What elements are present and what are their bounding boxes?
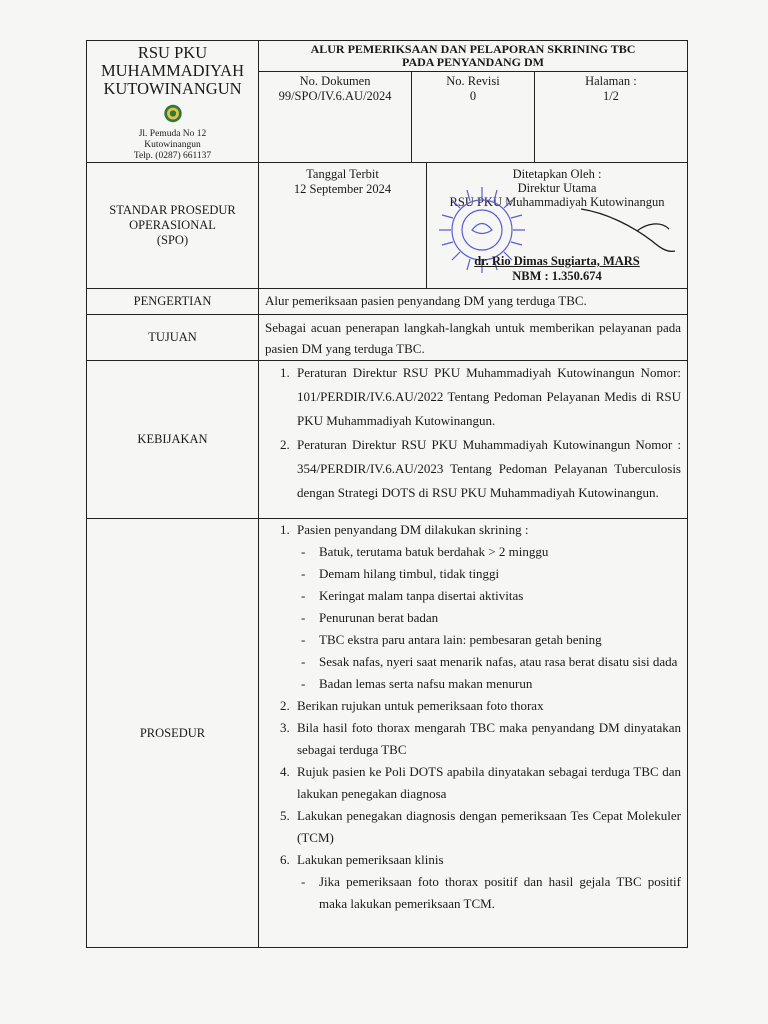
signature-block: [259, 163, 687, 288]
document-meta: [259, 72, 687, 162]
signature-icon: [577, 201, 687, 261]
kebijakan-content: [259, 361, 687, 518]
document-title-line1: ALUR PEMERIKSAAN DAN PELAPORAN SKRINING TBC: [310, 42, 636, 56]
symptom-item: - Keringat malam tanpa disertai aktivitas: [297, 585, 681, 607]
document-number-label: No. Dokumen: [299, 74, 371, 88]
revision-cell: [411, 72, 534, 162]
approver-institution: RSU PKU Muhammadiyah Kutowinangun: [449, 195, 665, 209]
symptom-item: - Sesak nafas, nyeri saat menarik nafas, atau rasa berat disatu sisi dada: [297, 651, 681, 673]
issue-date-label: Tanggal Terbit: [306, 167, 379, 181]
hospital-address-street: Jl. Pemuda No 12: [138, 129, 207, 139]
prosedur-row: [87, 519, 687, 947]
hospital-identity: [87, 41, 259, 162]
kebijakan-item: 2. Peraturan Direktur RSU PKU Muhammadiyah Kutowinangun Nomor : 354/PERDIR/IV.6.AU/2023 Tentang Pedoman Pelayanan Tuberculosis dengan Strategi DOTS di RSU PKU Muhammadiyah Kutowinangun.: [293, 433, 681, 505]
signer-name: dr. Rio Dimas Sugiarta, MARS: [474, 254, 640, 268]
prosedur-label: PROSEDUR: [87, 519, 259, 947]
spo-label-line1: STANDAR PROSEDUR: [109, 203, 236, 217]
hospital-phone: Telp. (0287) 661137: [133, 151, 212, 161]
pengertian-label: PENGERTIAN: [87, 289, 259, 314]
tujuan-label: TUJUAN: [87, 315, 259, 360]
prosedur-step: 2. Berikan rujukan untuk pemeriksaan foto thorax: [293, 695, 681, 717]
spo-table: [86, 40, 688, 948]
symptom-list: [297, 541, 681, 695]
issue-date-value: 12 September 2024: [293, 182, 392, 196]
prosedur-step: 3. Bila hasil foto thorax mengarah TBC maka penyandang DM dinyatakan sebagai terduga TBC: [293, 717, 681, 761]
hospital-name-line3: KUTOWINANGUN: [103, 79, 242, 98]
prosedur-list: [265, 519, 681, 915]
spo-label: [87, 163, 259, 288]
header-row: [87, 41, 687, 163]
document-number-value: 99/SPO/IV.6.AU/2024: [278, 89, 392, 103]
symptom-item: - Badan lemas serta nafsu makan menurun: [297, 673, 681, 695]
prosedur-step: [293, 519, 681, 695]
pengertian-text: Alur pemeriksaan pasien penyandang DM yang terduga TBC.: [265, 293, 587, 308]
kebijakan-list: [265, 361, 681, 505]
prosedur-content: [259, 519, 687, 947]
kebijakan-label: KEBIJAKAN: [87, 361, 259, 518]
prosedur-step-text: Lakukan pemeriksaan klinis: [297, 852, 444, 867]
kebijakan-item: 1. Peraturan Direktur RSU PKU Muhammadiyah Kutowinangun Nomor: 101/PERDIR/IV.6.AU/2022 Tentang Pedoman Pelayanan Medis di RSU PKU Muhammadiyah Kutowinangun.: [293, 361, 681, 433]
tujuan-row: [87, 315, 687, 361]
hospital-name-line1: RSU PKU: [137, 43, 208, 62]
document-number-cell: [259, 72, 411, 162]
signer-nbm: NBM : 1.350.674: [512, 269, 602, 283]
prosedur-step: 4. Rujuk pasien ke Poli DOTS apabila dinyatakan sebagai terduga TBC dan lakukan penegakan diagnosa: [293, 761, 681, 805]
symptom-item: - Demam hilang timbul, tidak tinggi: [297, 563, 681, 585]
document-title-line2: PADA PENYANDANG DM: [402, 55, 544, 69]
hospital-name-line2: MUHAMMADIYAH: [100, 61, 244, 80]
spo-label-line3: (SPO): [156, 233, 189, 247]
page-value: 1/2: [602, 89, 619, 103]
document-header-info: [259, 41, 687, 162]
prosedur-step: 5. Lakukan penegakan diagnosis dengan pemeriksaan Tes Cepat Molekuler (TCM): [293, 805, 681, 849]
hospital-logo-icon: [161, 104, 185, 123]
clinical-subitem: - Jika pemeriksaan foto thorax positif dan hasil gejala TBC positif maka lakukan pemeriksaan TCM.: [297, 871, 681, 915]
spo-row: [87, 163, 687, 289]
symptom-item: - TBC ekstra paru antara lain: pembesaran getah bening: [297, 629, 681, 651]
page-label: Halaman :: [585, 74, 637, 88]
prosedur-step-text: Pasien penyandang DM dilakukan skrining :: [297, 522, 529, 537]
kebijakan-row: [87, 361, 687, 519]
pengertian-row: [87, 289, 687, 315]
page-cell: [534, 72, 687, 162]
revision-label: No. Revisi: [446, 74, 500, 88]
hospital-address-city: Kutowinangun: [144, 140, 201, 150]
revision-value: 0: [469, 89, 477, 103]
tujuan-text: Sebagai acuan penerapan langkah-langkah untuk memberikan pelayanan pada pasien DM yang terduga TBC.: [265, 320, 681, 356]
symptom-item: - Penurunan berat badan: [297, 607, 681, 629]
set-by-label: Ditetapkan Oleh :: [512, 167, 602, 181]
approver-position: Direktur Utama: [517, 181, 597, 195]
prosedur-step: [293, 849, 681, 915]
approval-cell: [427, 163, 687, 288]
issue-date-cell: [259, 163, 427, 288]
clinical-sublist: [297, 871, 681, 915]
document-title: [259, 41, 687, 72]
spo-label-line2: OPERASIONAL: [129, 218, 216, 232]
symptom-item: - Batuk, terutama batuk berdahak > 2 minggu: [297, 541, 681, 563]
